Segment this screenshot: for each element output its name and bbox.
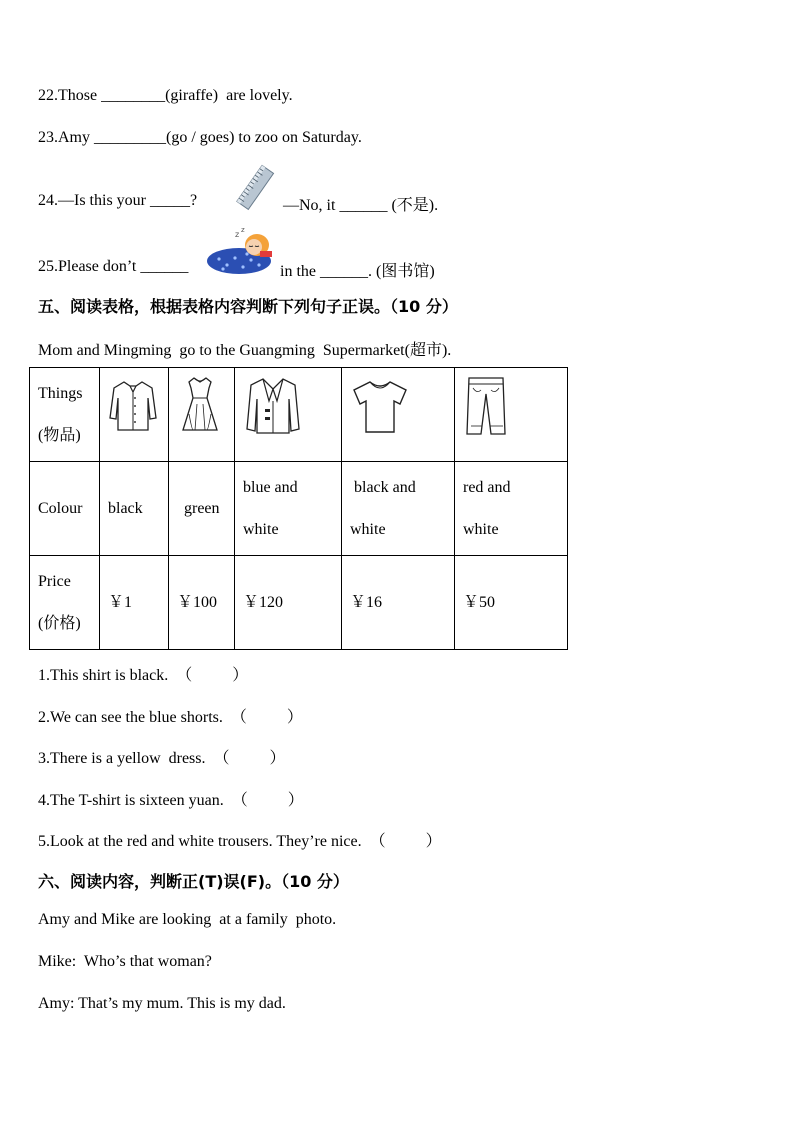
- item-cell-jacket: [235, 368, 342, 462]
- colour-line: black and: [350, 478, 416, 496]
- row-label-price: [30, 556, 100, 650]
- price-cell: ￥50: [455, 556, 568, 650]
- section-6-heading: 六、阅读内容，判断正(T)误(F)。（10 分）: [38, 872, 349, 891]
- statement-3: 3.There is a yellow dress. （ ）: [38, 750, 286, 767]
- label-price: Price: [38, 572, 71, 590]
- product-table: [29, 367, 568, 650]
- statement-2: 2.We can see the blue shorts. （ ）: [38, 709, 303, 726]
- section-5-heading: 五、阅读表格，根据表格内容判断下列句子正误。（10 分）: [38, 297, 458, 316]
- jacket-icon: [243, 375, 303, 437]
- colour-cell: [342, 462, 455, 556]
- price-cell: ￥16: [342, 556, 455, 650]
- row-label-things: [30, 368, 100, 462]
- price-cell: ￥1: [100, 556, 169, 650]
- price-cell: ￥100: [169, 556, 235, 650]
- colour-cell: green: [169, 462, 235, 556]
- question-22: 22.Those ________(giraffe) are lovely.: [38, 87, 293, 104]
- question-25-part1: 25.Please don’t ______: [38, 258, 189, 275]
- item-cell-dress: [169, 368, 235, 462]
- shirt-icon: [108, 378, 158, 434]
- item-cell-trousers: [455, 368, 568, 462]
- question-24-part2: —No, it ______ (不是).: [283, 197, 439, 214]
- question-25-part2: in the ______. (图书馆): [280, 263, 435, 280]
- label-things: Things: [38, 384, 83, 402]
- price-cell: ￥120: [235, 556, 342, 650]
- colour-line: red and: [463, 478, 511, 496]
- statement-4: 4.The T-shirt is sixteen yuan. （ ）: [38, 792, 304, 809]
- label-things-cn: (物品): [38, 426, 81, 444]
- svg-text:z: z: [241, 226, 245, 234]
- passage-line-1: Amy and Mike are looking at a family photo.: [38, 911, 337, 928]
- sleeping-child-icon: [205, 225, 277, 277]
- table-row-colour: [30, 462, 568, 556]
- dress-icon: [177, 374, 223, 438]
- item-cell-shirt: [100, 368, 169, 462]
- table-row-price: [30, 556, 568, 650]
- passage-line-2: Mike: Who’s that woman?: [38, 953, 212, 970]
- colour-cell: black: [100, 462, 169, 556]
- question-23: 23.Amy _________(go / goes) to zoo on Saturday.: [38, 129, 362, 146]
- ruler-icon: [232, 163, 280, 213]
- statement-1: 1.This shirt is black. （ ）: [38, 667, 249, 684]
- colour-line: white: [463, 520, 499, 538]
- colour-cell: [455, 462, 568, 556]
- question-24-part1: 24.—Is this your _____?: [38, 192, 198, 209]
- colour-line: white: [350, 520, 386, 538]
- tshirt-icon: [350, 376, 410, 436]
- label-price-cn: (价格): [38, 614, 81, 632]
- row-label-colour: Colour: [30, 462, 100, 556]
- passage-line-3: Amy: That’s my mum. This is my dad.: [38, 995, 286, 1012]
- svg-text:z: z: [235, 230, 240, 239]
- table-row-things: [30, 368, 568, 462]
- trousers-icon: [463, 374, 509, 438]
- colour-line: white: [243, 520, 279, 538]
- section-5-intro: Mom and Mingming go to the Guangming Supermarket(超市).: [38, 342, 452, 359]
- item-cell-tshirt: [342, 368, 455, 462]
- statement-5: 5.Look at the red and white trousers. They’re nice. （ ）: [38, 833, 442, 850]
- colour-cell: [235, 462, 342, 556]
- colour-line: blue and: [243, 478, 298, 496]
